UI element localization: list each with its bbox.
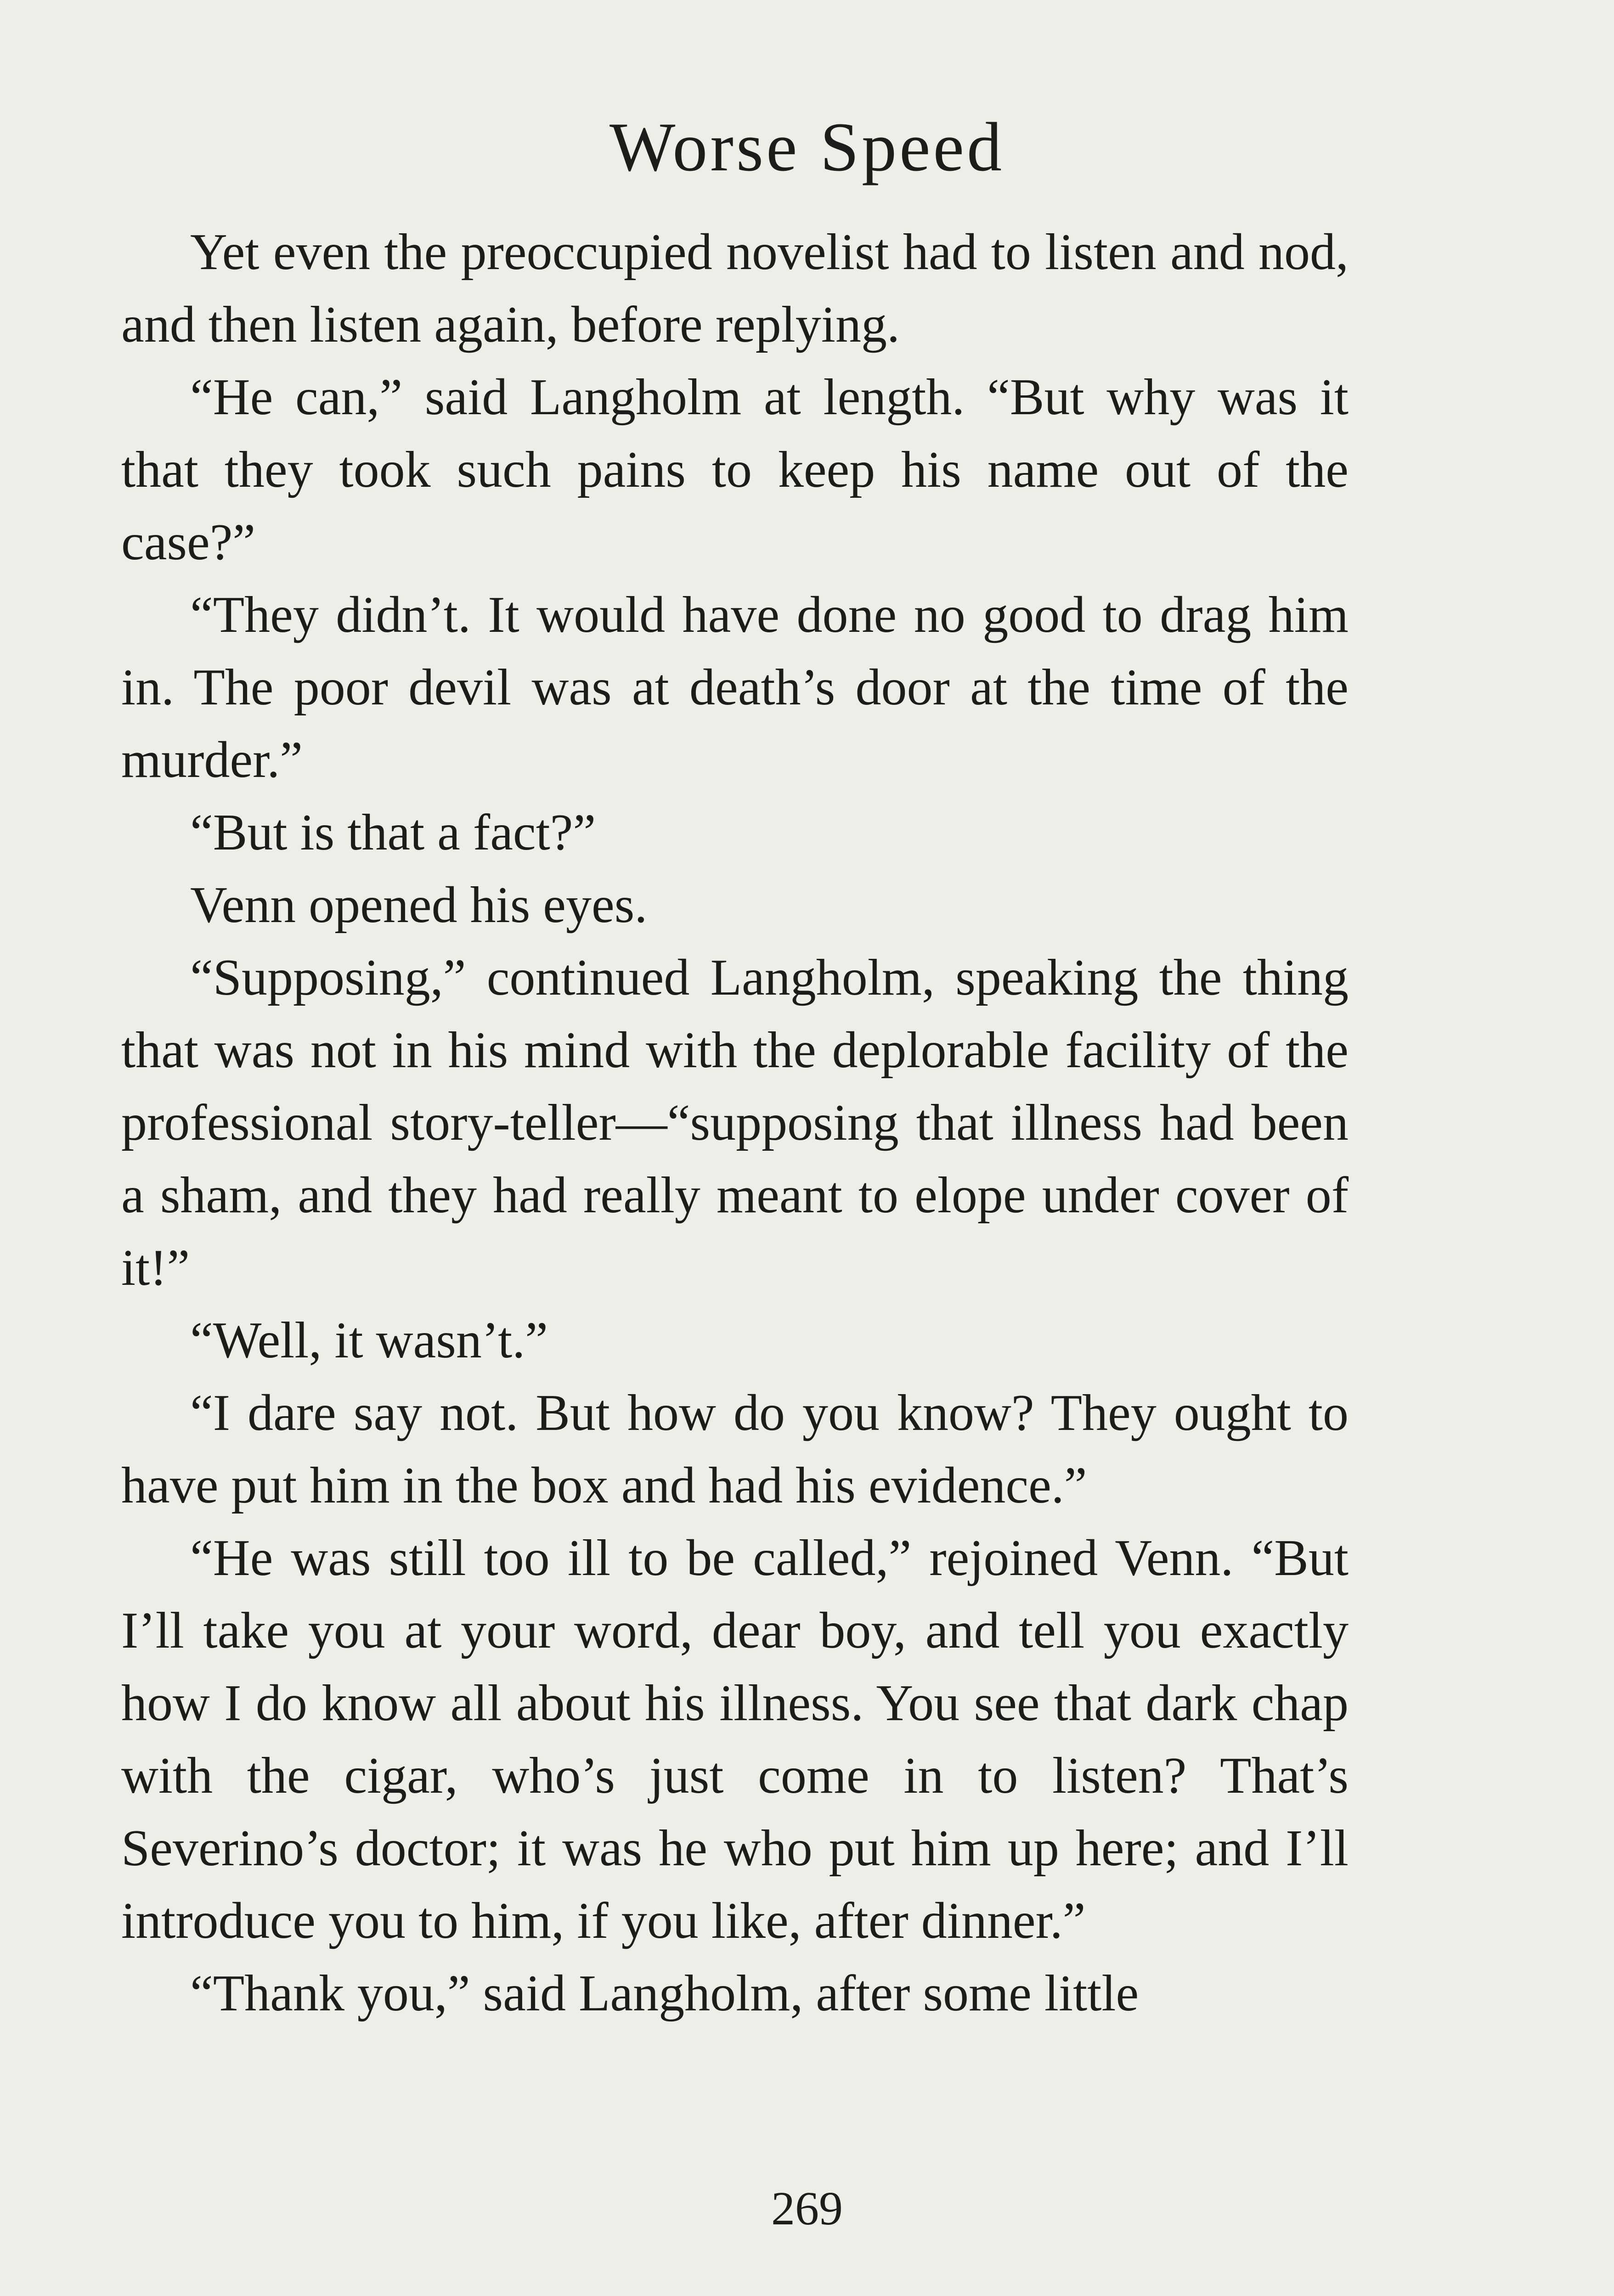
paragraph: “They didn’t. It would have done no good to drag him in. The poor devil was at death’s door at the time of the murder.”	[121, 586, 1349, 788]
paragraph: Yet even the preoccupied novelist had to listen and nod, and then listen again, before replying.	[121, 224, 1349, 353]
paragraph: “Well, it wasn’t.”	[190, 1312, 548, 1369]
page-number: 269	[771, 2182, 843, 2235]
paragraph: Venn opened his eyes.	[190, 877, 648, 934]
running-head: Worse Speed	[609, 108, 1005, 186]
body-text	[121, 216, 1349, 2030]
paragraph: “Thank you,” said Langholm, after some little	[190, 1965, 1139, 2022]
paragraph: “He was still too ill to be called,” rejoined Venn. “But I’ll take you at your word, dear boy, and tell you exactly how I do know all about his illness. You see that dark chap with the cigar, who’s just come in to listen? That’s Severino’s doctor; it was he who put him up here; and I’ll introduce you to him, if you like, after dinner.”	[121, 1530, 1349, 1949]
paragraph: “But is that a fact?”	[190, 804, 596, 861]
paragraph: “Supposing,” continued Langholm, speaking the thing that was not in his mind with the deplorable facility of the professional story-teller—“supposing that illness had been a sham, and they had really meant to elope under cover of it!”	[121, 949, 1349, 1296]
paragraph: “He can,” said Langholm at length. “But why was it that they took such pains to keep his name out of the case?”	[121, 369, 1349, 571]
paragraph: “I dare say not. But how do you know? They ought to have put him in the box and had his evidence.”	[121, 1384, 1349, 1514]
